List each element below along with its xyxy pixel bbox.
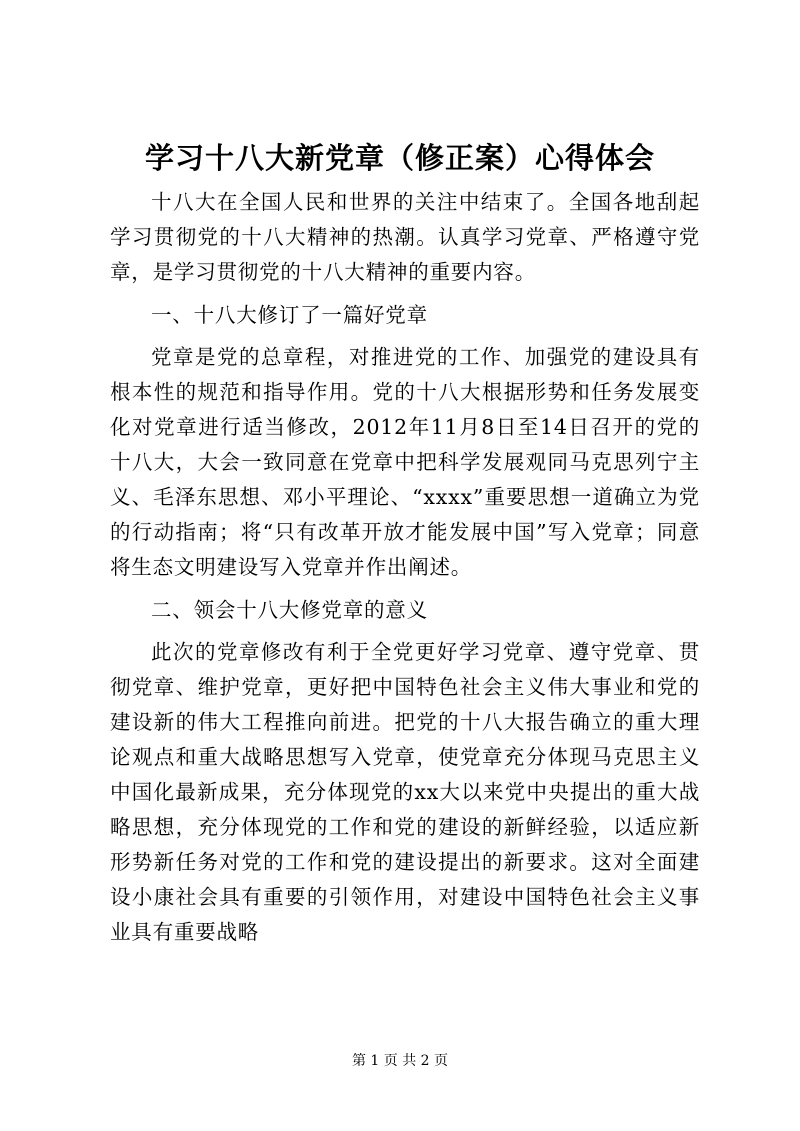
document-title: 学习十八大新党章（修正案）心得体会 (144, 141, 655, 175)
section-heading-2: 二、领会十八大修党章的意义 (151, 598, 428, 622)
section-heading-1: 一、十八大修订了一篇好党章 (151, 303, 428, 327)
paragraph-section-1: 党章是党的总章程，对推进党的工作、加强党的建设具有根本性的规范和指导作用。党的十八大根据形势和任务发展变化对党章进行适当修改，2012年11月8日至14日召开的党的十八大，大会一致同意在党章中把科学发展观同马克思列宁主义、毛泽东思想、邓小平理论、“xxxx”重要思想一道确立为党的行动指南；将“只有改革开放才能发展中国”写入党章；同意将生态文明建设写入党章并作出阐述。 (110, 345, 700, 579)
paragraph-intro: 十八大在全国人民和世界的关注中结束了。全国各地刮起学习贯彻党的十八大精神的热潮。认真学习党章、严格遵守党章，是学习贯彻党的十八大精神的重要内容。 (110, 190, 700, 284)
page-footer: 第 1 页 共 2 页 (351, 1053, 449, 1069)
document-body (110, 185, 700, 950)
paragraph-section-2: 此次的党章修改有利于全党更好学习党章、遵守党章、贯彻党章、维护党章，更好把中国特色社会主义伟大事业和党的建设新的伟大工程推向前进。把党的十八大报告确立的重大理论观点和重大战略思想写入党章，使党章充分体现马克思主义中国化最新成果，充分体现党的xx大以来党中央提出的重大战略思想，充分体现党的工作和党的建设的新鲜经验，以适应新形势新任务对党的工作和党的建设提出的新要求。这对全面建设小康社会具有重要的引领作用，对建设中国特色社会主义事业具有重要战略 (110, 640, 700, 944)
